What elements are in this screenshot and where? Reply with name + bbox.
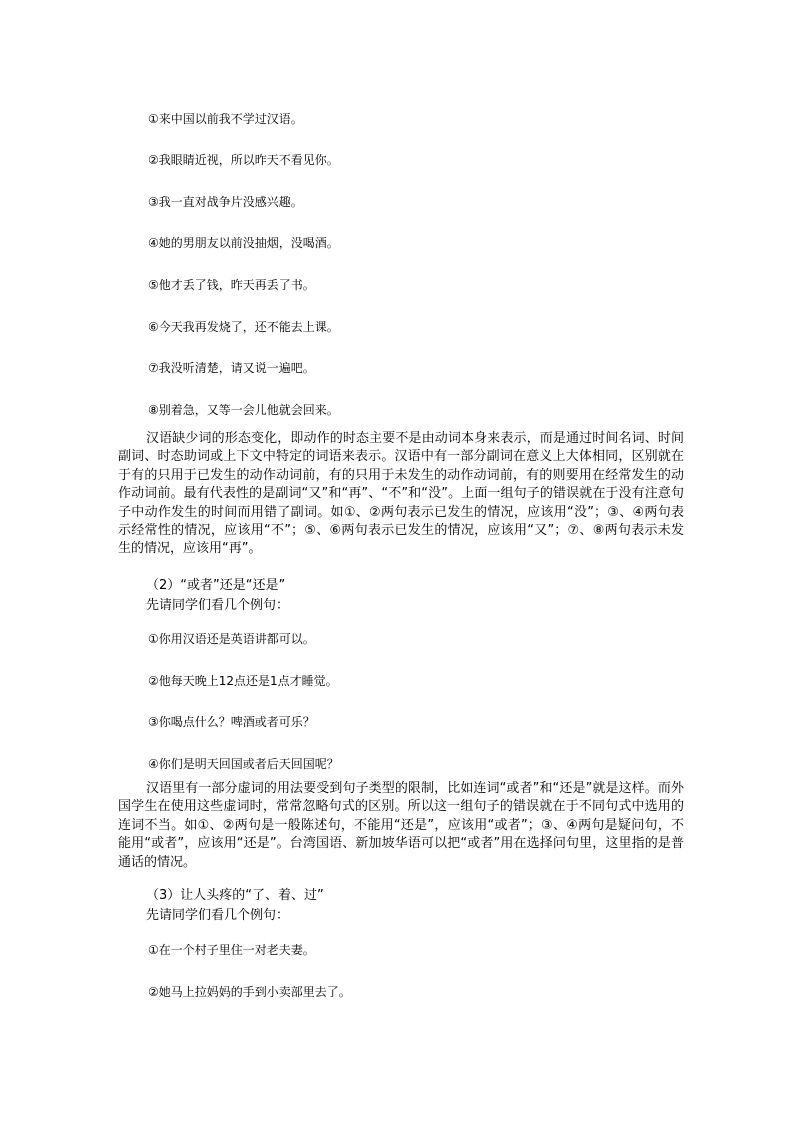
example-sentence: ②他每天晚上12点还是1点才睡觉。 — [148, 674, 338, 688]
example-sentence: ③你喝点什么？啤酒或者可乐？ — [148, 715, 315, 729]
example-sentence: ②她马上拉妈妈的手到小卖部里去了。 — [148, 985, 351, 999]
section-intro: 先请同学们看几个例句： — [146, 598, 290, 613]
explanation-paragraph: 汉语缺少词的形态变化，即动作的时态主要不是由动词本身来表示，而是通过时间名词、时间副词、时态助词或上下文中特定的词语来表示。汉语中有一部分副词在意义上大体相同，区别就在于有的只用于已发生的动作动词前，有的只用于未发生的动作动词前，有的则要用在经常发生的动作动词前。最有代表性的是副词“又”和“再”、“不”和“没”。上面一组句子的错误就在于没有注意句子中动作发生的时间而用错了副词。如①、②两句表示已发生的情况，应该用“没”；③、④两句表示经常性的情况，应该用“不”；⑤、⑥两句表示已发生的情况，应该用“又”；⑦、⑧两句表示未发生的情况，应该用“再”。 — [118, 431, 684, 557]
example-sentence: ⑦我没听清楚，请又说一遍吧。 — [148, 361, 315, 375]
example-sentence: ⑧别着急，又等一会儿他就会回来。 — [148, 403, 339, 417]
explanation-paragraph: 汉语里有一部分虚词的用法要受到句子类型的限制，比如连词“或者”和“还是”就是这样。而外国学生在使用这些虚词时，常常忽略句式的区别。所以这一组句子的错误就在于不同句式中选用的连词不当。如①、②两句是一般陈述句，不能用“还是”，应该用“或者”；③、④两句是疑问句，不能用“或者”，应该用“还是”。台湾国语、新加坡华语可以把“或者”用在选择问句里，这里指的是普通话的情况。 — [118, 781, 684, 870]
example-sentence: ⑤他才丢了钱，昨天再丢了书。 — [148, 278, 315, 292]
example-sentence: ②我眼睛近视，所以昨天不看见你。 — [148, 153, 339, 167]
section-heading: （3）让人头疼的“了、着、过” — [146, 888, 324, 903]
example-sentence: ①在一个村子里住一对老夫妻。 — [148, 943, 315, 957]
section-heading: （2）“或者”还是“还是” — [146, 578, 286, 593]
example-sentence: ①你用汉语还是英语讲都可以。 — [148, 632, 315, 646]
example-sentence: ③我一直对战争片没感兴趣。 — [148, 195, 303, 209]
example-sentence: ①来中国以前我不学过汉语。 — [148, 112, 303, 126]
example-sentence: ④她的男朋友以前没抽烟，没喝酒。 — [148, 236, 339, 250]
example-sentence: ④你们是明天回国或者后天回国呢？ — [148, 757, 339, 771]
section-intro: 先请同学们看几个例句： — [146, 908, 290, 923]
example-sentence: ⑥今天我再发烧了，还不能去上课。 — [148, 320, 339, 334]
